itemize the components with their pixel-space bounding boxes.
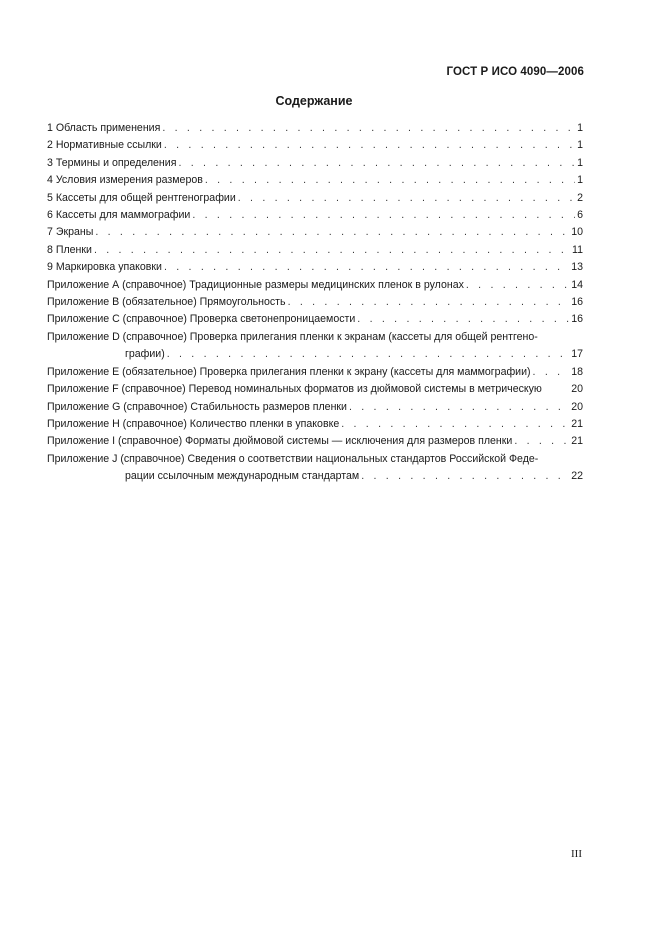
toc-entry[interactable] — [47, 120, 583, 137]
table-of-contents — [47, 120, 583, 486]
toc-entry[interactable] — [47, 311, 583, 328]
toc-entry-page: 21 — [571, 417, 583, 430]
toc-entry-title: Приложение G (справочное) Стабильность размеров пленки — [47, 400, 347, 413]
toc-leader — [514, 433, 569, 450]
toc-entry[interactable] — [47, 381, 583, 398]
toc-entry-title: Приложение J (справочное) Сведения о соответствии национальных стандартов Российской Феде- — [47, 452, 539, 465]
toc-entry-page: 18 — [571, 365, 583, 378]
page-title: Содержание — [275, 94, 353, 108]
toc-entry[interactable] — [47, 329, 583, 346]
toc-entry-title: 1 Область применения — [47, 122, 161, 134]
toc-entry-page: 14 — [571, 278, 583, 291]
toc-leader — [349, 399, 569, 416]
toc-entry-title: 2 Нормативные ссылки — [47, 139, 162, 152]
toc-leader — [95, 224, 569, 241]
toc-entry[interactable] — [47, 259, 583, 276]
toc-entry[interactable] — [47, 207, 583, 224]
toc-entry-page: 1 — [577, 122, 583, 134]
toc-entry-page: 20 — [571, 383, 583, 396]
toc-entry-title: 6 Кассеты для маммографии — [47, 209, 191, 222]
toc-entry[interactable] — [47, 277, 583, 294]
toc-leader — [164, 137, 575, 154]
toc-entry[interactable] — [47, 451, 583, 468]
toc-entry-title-cont: рации ссылочным международным стандартам — [125, 470, 360, 483]
page-number: III — [571, 848, 582, 860]
toc-entry-title: Приложение I (справочное) Форматы дюймовой системы — исключения для размеров пленки — [47, 435, 513, 448]
toc-entry-continuation[interactable] — [47, 346, 583, 363]
toc-entry[interactable] — [47, 242, 583, 259]
toc-entry[interactable] — [47, 364, 583, 381]
toc-entry[interactable] — [47, 224, 583, 241]
toc-entry[interactable] — [47, 155, 583, 172]
toc-entry-title: 9 Маркировка упаковки — [47, 261, 162, 274]
toc-entry[interactable] — [47, 294, 583, 311]
toc-entry-title: Приложение В (обязательное) Прямоугольность — [47, 296, 286, 309]
toc-entry-page: 16 — [571, 296, 583, 309]
toc-entry-title: 8 Пленки — [47, 243, 92, 256]
toc-entry-title: Приложение А (справочное) Традиционные размеры медицинских пленок в рулонах — [47, 278, 464, 291]
toc-entry-title: Приложение С (справочное) Проверка светонепроницаемости — [47, 313, 356, 326]
toc-entry-title: 4 Условия измерения размеров — [47, 174, 203, 187]
toc-entry-page: 16 — [571, 313, 583, 326]
toc-entry-page: 1 — [577, 174, 583, 187]
toc-leader — [205, 172, 575, 189]
toc-entry-continuation[interactable] — [47, 468, 583, 485]
toc-entry-title: 7 Экраны — [47, 226, 94, 239]
toc-leader — [361, 468, 569, 485]
toc-leader — [192, 207, 575, 224]
toc-entry-page: 22 — [571, 470, 583, 483]
toc-leader — [164, 259, 569, 276]
toc-entry-title: Приложение F (справочное) Перевод номинальных форматов из дюймовой системы в метрическую — [47, 383, 542, 396]
toc-entry[interactable] — [47, 190, 583, 207]
toc-leader — [162, 120, 575, 137]
toc-entry-page: 2 — [577, 191, 583, 204]
toc-entry-title: Приложение Е (обязательное) Проверка прилегания пленки к экрану (кассеты для маммографии) — [47, 365, 531, 378]
toc-entry[interactable] — [47, 433, 583, 450]
toc-leader — [167, 346, 569, 363]
toc-entry-title: 3 Термины и определения — [47, 156, 177, 169]
toc-entry-title: Приложение Н (справочное) Количество пленки в упаковке — [47, 417, 340, 430]
toc-entry-page: 10 — [571, 226, 583, 239]
toc-entry-page: 21 — [571, 435, 583, 448]
toc-leader — [341, 416, 569, 433]
toc-entry[interactable] — [47, 172, 583, 189]
toc-entry[interactable] — [47, 137, 583, 154]
toc-leader — [238, 190, 575, 207]
toc-leader — [288, 294, 570, 311]
toc-entry-title: 5 Кассеты для общей рентгенографии — [47, 191, 236, 204]
toc-entry-page: 20 — [571, 400, 583, 413]
toc-leader — [533, 364, 570, 381]
toc-entry-page: 17 — [571, 348, 583, 361]
toc-entry-title-cont: графии) — [125, 348, 165, 361]
toc-entry-page: 6 — [577, 209, 583, 222]
toc-entry-page: 1 — [577, 156, 583, 169]
toc-leader — [466, 277, 569, 294]
toc-entry[interactable] — [47, 416, 583, 433]
toc-entry-title: Приложение D (справочное) Проверка прилегания пленки к экранам (кассеты для общей рентгено- — [47, 330, 538, 343]
document-code: ГОСТ Р ИСО 4090—2006 — [446, 66, 584, 78]
toc-entry-page: 13 — [571, 261, 583, 274]
toc-leader — [357, 311, 569, 328]
toc-leader — [94, 242, 570, 259]
toc-entry[interactable] — [47, 399, 583, 416]
toc-entry-page: 1 — [577, 139, 583, 152]
toc-leader — [178, 155, 575, 172]
toc-entry-page: 11 — [572, 243, 583, 256]
